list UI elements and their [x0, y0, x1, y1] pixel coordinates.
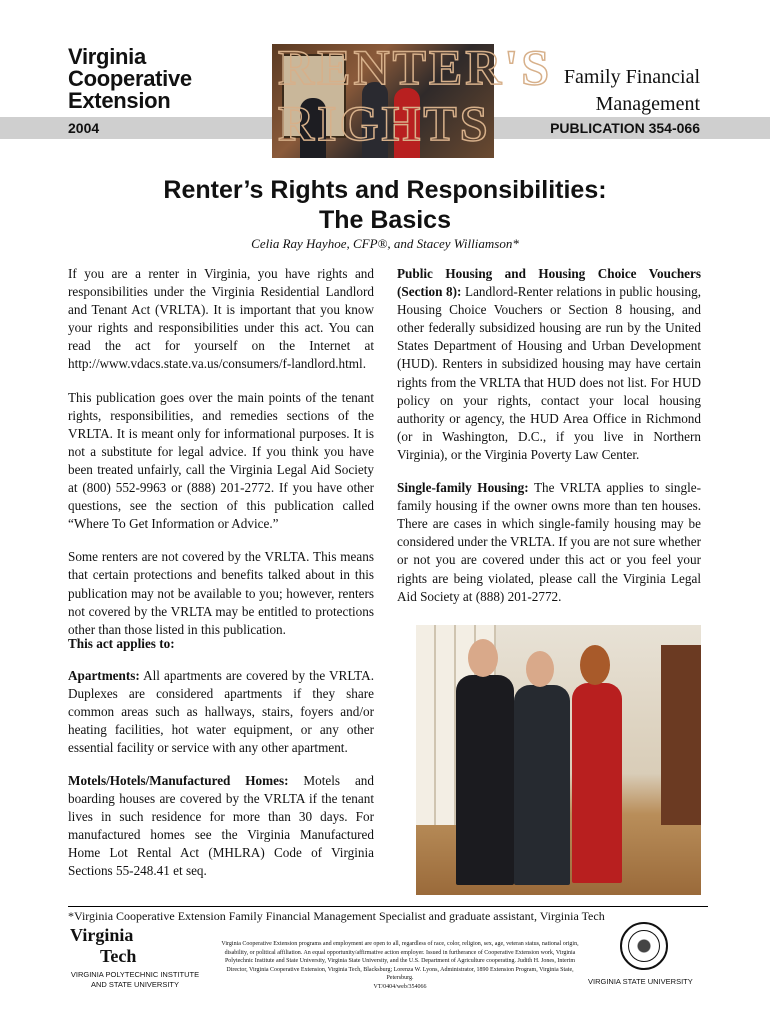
- vt-logo: [70, 925, 136, 967]
- photo-fireplace: [661, 645, 701, 825]
- photo-woman: [572, 683, 622, 883]
- overview-paragraph: This publication goes over the main points of the tenant rights, responsibilities, and remedies sections of the VRLTA. It is meant only for informational purposes. It is not a substitute for legal advice. If you think you have been treated unfairly, call the Virginia Legal Aid Society at (800) 552-9963 or (888) 201-2772. If you have other questions, see the section of this publication called “Where To Get Information or Advice.”: [68, 389, 374, 532]
- banner-title-line-2: RIGHTS: [278, 95, 491, 151]
- vt-name: [60, 970, 210, 990]
- motels-heading: Motels/Hotels/Manufactured Homes:: [68, 772, 289, 788]
- author-footnote: *Virginia Cooperative Extension Family Financial Management Specialist and graduate assistant, Virginia Tech: [68, 906, 708, 924]
- authors: Celia Ray Hayhoe, CFP®, and Stacey Williamson*: [251, 236, 519, 251]
- apartments-heading: Apartments:: [68, 668, 140, 684]
- public-housing-paragraph: [397, 265, 701, 464]
- photo-head-center: [526, 651, 554, 687]
- logo-line-2: Cooperative: [68, 66, 192, 91]
- apartments-text: All apartments are covered by the VRLTA. Duplexes are considered apartments if they share common areas such as hallways, stairs, foyers and/or heating facilities, hot water equipment, or any other essential facility or service with any other apartment.: [68, 668, 374, 756]
- page-title: [0, 175, 770, 235]
- apartments-paragraph: [68, 667, 374, 757]
- series-title: [564, 64, 700, 118]
- motels-paragraph: [68, 772, 374, 881]
- vt-logo-word-2: Tech: [100, 946, 137, 966]
- series-line-2: Management: [595, 93, 700, 115]
- vt-name-line-1: VIRGINIA POLYTECHNIC INSTITUTE: [70, 970, 200, 979]
- public-housing-text: Landlord-Renter relations in public housing, Housing Choice Vouchers or Section 8 housing, and other federally subsidized housing are run by the United States Department of Housing and Urban Development (HUD). Renters in subsidized housing may have certain rights from the VRLTA that HUD does not list. For HUD policy on your rights, contact your local housing authority or agency, the HUD Area Office in Richmond (or in Washington, D.C., if you live in Northern Virginia), or the Virginia Poverty Law Center.: [397, 284, 702, 462]
- vsu-seal-icon: [620, 922, 668, 970]
- legal-text: Virginia Cooperative Extension programs and employment are open to all, regardless of race, color, religion, sex, age, veteran status, national origin, disability, or political affiliation. An equal opportunity/affirmative action employer. Issued in furtherance of Cooperative Extension work, Virginia Polytechnic Institute and State University, Virginia State University, and the U.S. Department of Agriculture cooperating. Judith H. Jones, Interim Director, Virginia Cooperative Extension, Virginia Tech, Blacksburg; Lorenza W. Lyons, Administrator, 1890 Extension Program, Virginia State, Petersburg.: [221, 941, 579, 981]
- publication-number: PUBLICATION 354-066: [550, 120, 700, 136]
- photo-head-left: [468, 639, 498, 677]
- motels-text: Motels and boarding houses are covered by the VRLTA if the tenant lives in such residence for more than 30 days. For manufactured homes see the Virginia Manufactured Home Lot Rental Act (MHLRA) Code of Virginia Sections 55-248.41 et seq.: [68, 772, 374, 879]
- intro-paragraph: If you are a renter in Virginia, you have rights and responsibilities under the Virginia Residential Landlord and Tenant Act (VRLTA). It is important that you know your rights and responsibilities under this act. You can read the act for yourself on the Internet at http://www.vdacs.state.va.us/consumers/f-landlord.html.: [68, 266, 374, 372]
- single-family-paragraph: [397, 479, 701, 606]
- coverage-paragraph: Some renters are not covered by the VRLTA. This means that certain protections and benefits talked about in this publication may not be available to you; however, renters not covered by the VRLTA may be entitled to protections other than those listed in this publication.: [68, 549, 374, 637]
- vsu-name: VIRGINIA STATE UNIVERSITY: [588, 977, 693, 986]
- applies-section: [68, 635, 374, 894]
- legal-notice: [215, 940, 585, 991]
- right-column: [397, 265, 701, 621]
- vt-logo-word-1: Virginia: [70, 925, 134, 945]
- banner-title-line-1: RENTER'S: [278, 39, 553, 95]
- vt-name-line-2: AND STATE UNIVERSITY: [90, 980, 180, 989]
- vce-logo: [68, 46, 192, 112]
- title-line-1: Renter’s Rights and Responsibilities:: [163, 176, 607, 204]
- photo-man-center: [514, 685, 570, 885]
- applies-heading: This act applies to:: [68, 636, 175, 651]
- renters-photo: [416, 625, 701, 895]
- public-housing-heading: Public Housing and Housing Choice Vouchers (Section 8):: [397, 266, 701, 300]
- photo-man-left: [456, 675, 514, 885]
- publication-year: 2004: [68, 120, 100, 136]
- seal-center: [628, 930, 660, 962]
- legal-code: VT/0404/web/354066: [373, 983, 427, 990]
- single-family-text: The VRLTA applies to single-family housing if the owner owns more than ten houses. There are cases in which single-family housing may be considered under the VRLTA. If you are not sure whether or not you are covered under this act or you feel your rights are being violated, please call the Virginia Legal Aid Society at (888) 201-2772.: [397, 480, 701, 604]
- single-family-heading: Single-family Housing:: [397, 480, 529, 496]
- logo-line-3: Extension: [68, 88, 171, 113]
- title-line-2: The Basics: [318, 206, 451, 234]
- photo-head-woman: [580, 645, 610, 685]
- banner-photo: [272, 39, 553, 158]
- series-line-1: Family Financial: [563, 66, 700, 88]
- left-column: [68, 265, 374, 654]
- logo-line-1: Virginia: [68, 44, 146, 69]
